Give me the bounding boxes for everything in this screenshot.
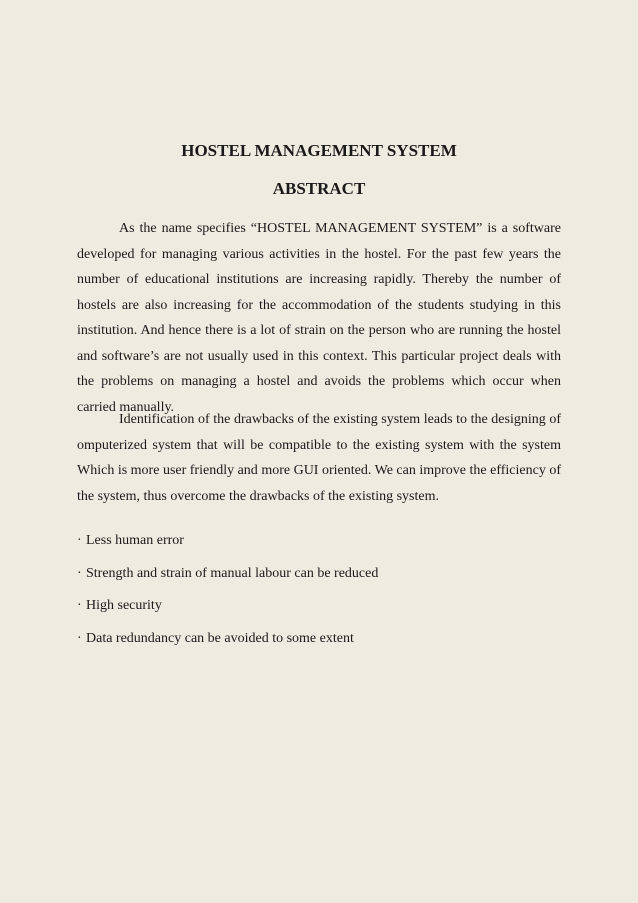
bullet-marker: · — [77, 533, 82, 548]
list-item-text: Data redundancy can be avoided to some extent — [86, 630, 354, 646]
bullet-marker: · — [77, 565, 82, 581]
list-item — [77, 530, 378, 563]
list-item — [77, 595, 378, 628]
abstract-paragraph-1: As the name specifies “HOSTEL MANAGEMENT SYSTEM” is a software developed for managing various activities in the hostel. For the past few years the number of educational institutions are increasing rapidly. Thereby the number of hostels are also increasing for the accommodation of the students studying in this institution. And hence there is a lot of strain on the person who are running the hostel and software’s are not usually used in this context. This particular project deals with the problems on managing a hostel and avoids the problems which occur when carried manually. — [77, 221, 561, 415]
document-title: HOSTEL MANAGEMENT SYSTEM — [181, 141, 457, 160]
bullet-marker: · — [77, 630, 82, 646]
list-item — [77, 563, 378, 596]
list-item-text: Less human error — [86, 533, 184, 548]
abstract-paragraph-2: Identification of the drawbacks of the existing system leads to the designing of omputerized system that will be compatible to the existing system with the system Which is more user friendly and more GUI oriented. We can improve the efficiency of the system, thus overcome the drawbacks of the existing system. — [77, 412, 561, 504]
bullet-marker: · — [77, 598, 82, 613]
advantages-list — [77, 530, 378, 660]
list-item-text: Strength and strain of manual labour can be reduced — [86, 565, 379, 581]
abstract-heading: ABSTRACT — [272, 179, 366, 198]
list-item-text: High security — [86, 598, 162, 613]
list-item — [77, 628, 378, 661]
